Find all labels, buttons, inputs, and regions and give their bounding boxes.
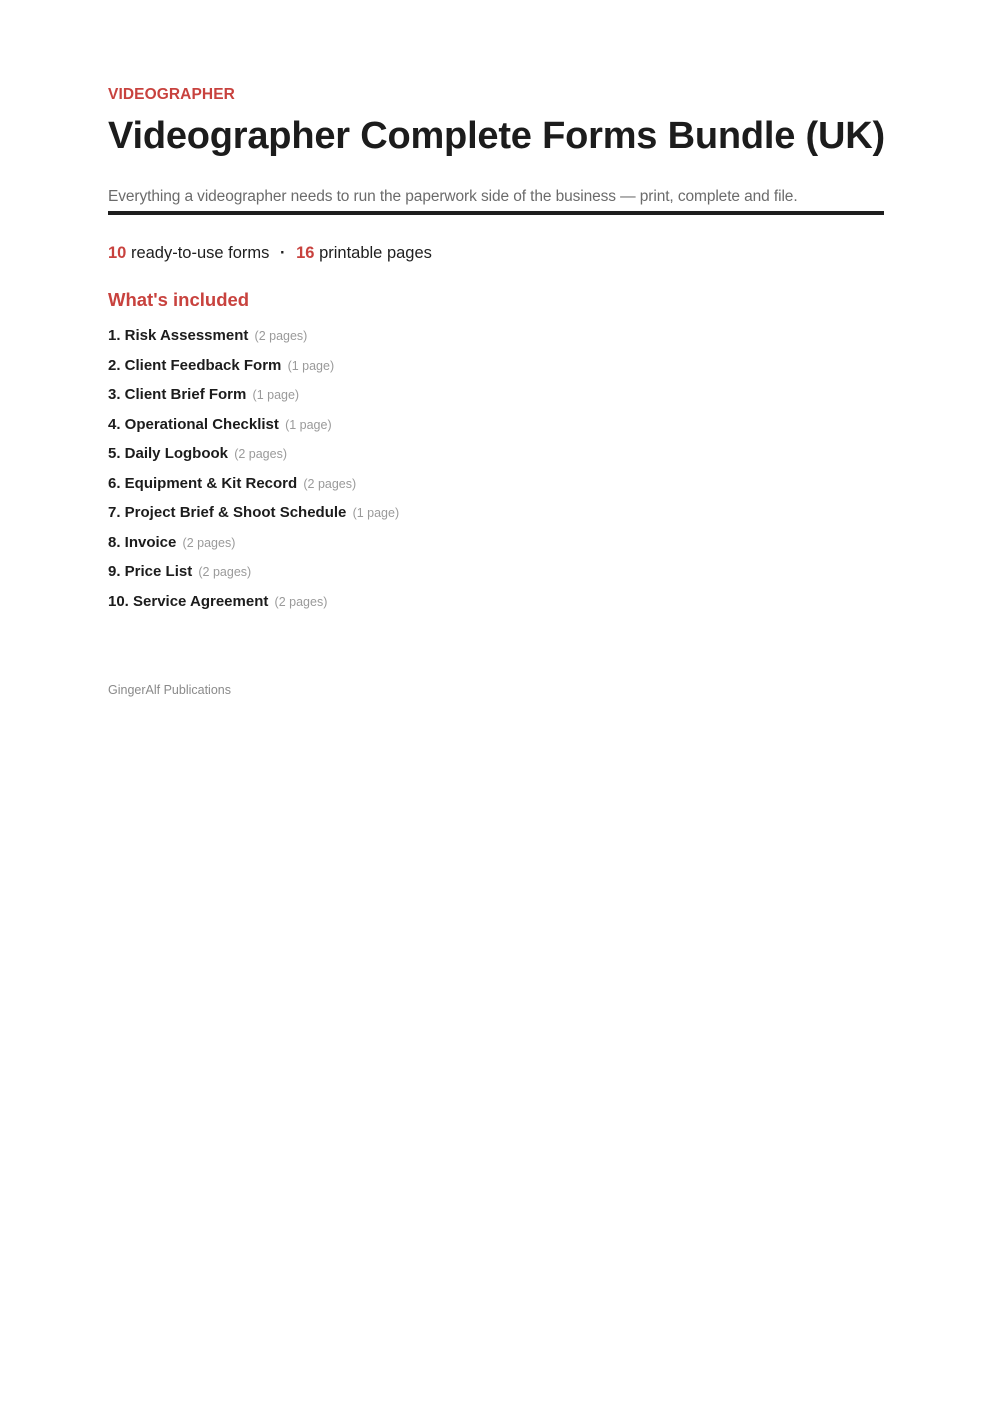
form-name: 7. Project Brief & Shoot Schedule — [108, 504, 347, 521]
form-page-count: (1 page) — [352, 506, 400, 520]
bundle-stats — [108, 244, 432, 263]
forms-count: 10 — [108, 244, 127, 262]
form-page-count: (2 pages) — [303, 476, 357, 491]
forms-count-label: ready-to-use forms — [130, 244, 270, 262]
form-page-count: (2 pages) — [234, 447, 287, 461]
pages-count: 16 — [296, 244, 315, 262]
form-page-count: (1 page) — [287, 358, 335, 373]
list-item — [108, 563, 399, 593]
form-name: 1. Risk Assessment — [108, 327, 249, 344]
list-item — [108, 357, 399, 387]
form-name: 9. Price List — [108, 563, 193, 580]
contents-list — [108, 327, 399, 622]
list-item — [108, 593, 399, 623]
form-page-count: (1 page) — [252, 388, 300, 402]
list-item — [108, 386, 399, 416]
form-name: 8. Invoice — [108, 533, 177, 551]
page-subtitle: Everything a videographer needs to run the paperwork side of the business — print, complete and file. — [108, 188, 798, 205]
form-page-count: (1 page) — [285, 417, 332, 432]
form-name: 10. Service Agreement — [108, 592, 269, 610]
page-title: Videographer Complete Forms Bundle (UK) — [108, 115, 885, 157]
list-item — [108, 327, 399, 357]
list-item — [108, 475, 399, 505]
form-page-count: (2 pages) — [274, 594, 328, 609]
form-page-count: (2 pages) — [254, 329, 308, 343]
form-name: 2. Client Feedback Form — [108, 356, 282, 374]
form-name: 3. Client Brief Form — [108, 386, 247, 403]
form-page-count: (2 pages) — [198, 565, 252, 579]
form-name: 4. Operational Checklist — [108, 415, 279, 433]
form-name: 5. Daily Logbook — [108, 445, 229, 462]
list-item — [108, 504, 399, 534]
form-name: 6. Equipment & Kit Record — [108, 474, 298, 492]
list-item — [108, 534, 399, 564]
category-label: VIDEOGRAPHER — [108, 86, 235, 103]
stats-separator: · — [280, 244, 286, 262]
list-item — [108, 416, 399, 446]
pages-count-label: printable pages — [319, 244, 432, 262]
publisher-footer: GingerAlf Publications — [108, 683, 231, 697]
contents-heading: What's included — [108, 289, 250, 310]
form-page-count: (2 pages) — [182, 535, 236, 550]
list-item — [108, 445, 399, 475]
title-divider — [108, 211, 884, 215]
